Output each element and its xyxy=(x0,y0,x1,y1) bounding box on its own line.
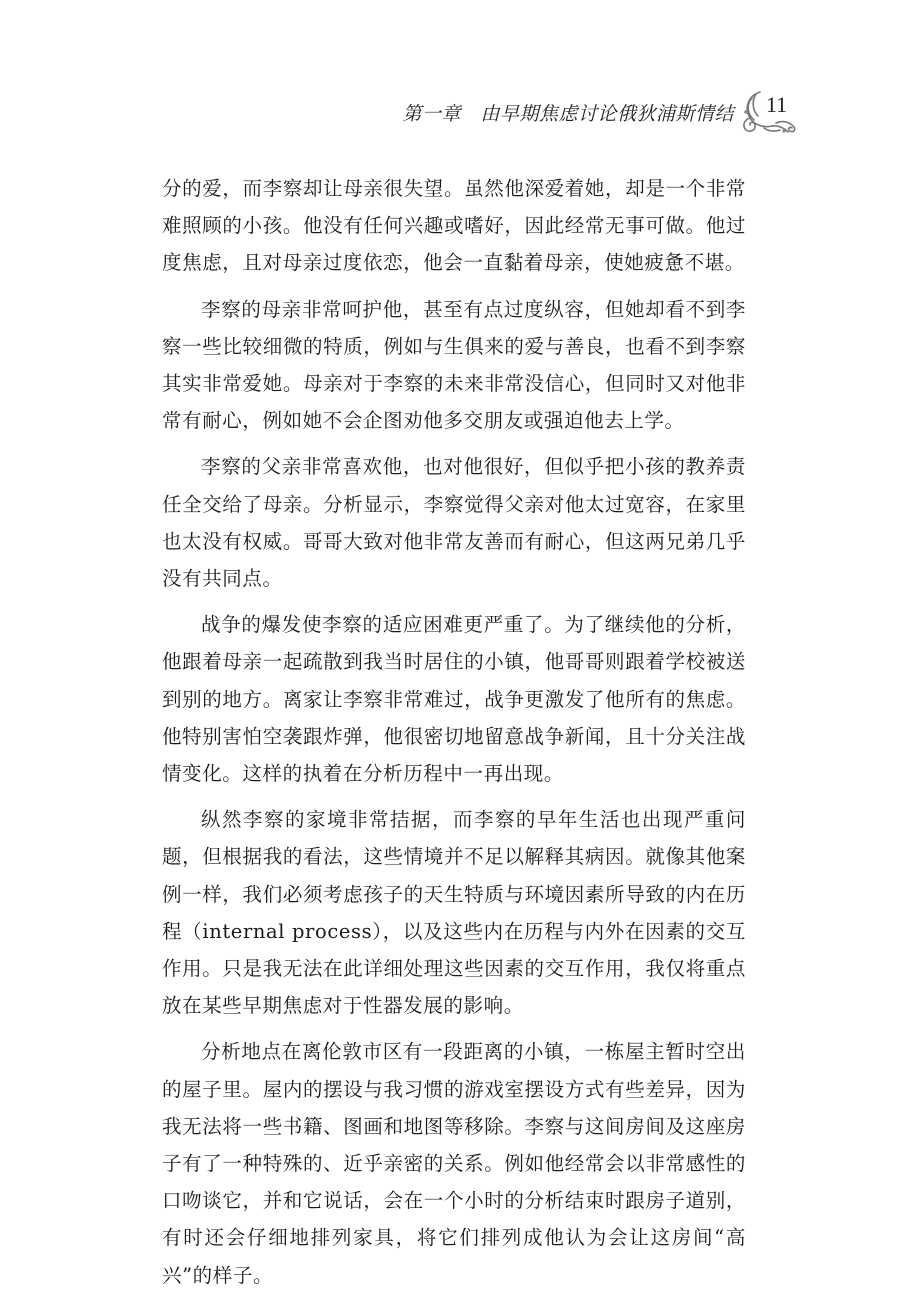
paragraph: 纵然李察的家境非常拮据，而李察的早年生活也出现严重问题，但根据我的看法，这些情境并不足以解释其病因。就像其他案例一样，我们必须考虑孩子的天生特质与环境因素所导致的内在历程（internal process），以及这些内在历程与内外在因素的交互作用。只是我无法在此详细处理这些因素的交互作用，我仅将重点放在某些早期焦虑对于性器发展的影响。 xyxy=(162,808,746,1018)
chapter-title: 第一章 由早期焦虑讨论俄狄浦斯情结 xyxy=(402,102,734,125)
paragraph: 战争的爆发使李察的适应困难更严重了。为了继续他的分析，他跟着母亲一起疏散到我当时居住的小镇，他哥哥则跟着学校被送到别的地方。离家让李察非常难过，战争更激发了他所有的焦虑。他特别害怕空袭跟炸弹，他很密切地留意战争新闻，且十分关注战情变化。这样的执着在分析历程中一再出现。 xyxy=(162,613,746,786)
page-number: 11 xyxy=(766,92,788,117)
paragraph: 李察的母亲非常呵护他，甚至有点过度纵容，但她却看不到李察一些比较细微的特质，例如与生俱来的爱与善良，也看不到李察其实非常爱她。母亲对于李察的未来非常没信心，但同时又对他非常有耐心，例如她不会企图劝他多交朋友或强迫他去上学。 xyxy=(162,297,746,433)
paragraph: 分析地点在离伦敦市区有一段距离的小镇，一栋屋主暂时空出的屋子里。屋内的摆设与我习惯的游戏室摆设方式有些差异，因为我无法将一些书籍、图画和地图等移除。李察与这间房间及这座房子有了一种特殊的、近乎亲密的关系。例如他经常会以非常感性的口吻谈它，并和它说话，会在一个小时的分析结束时跟房子道别，有时还会仔细地排列家具，将它们排列成他认为会让这房间“高兴”的样子。 xyxy=(162,1040,746,1287)
paragraph: 李察的父亲非常喜欢他，也对他很好，但似乎把小孩的教养责任全交给了母亲。分析显示，李察觉得父亲对他太过宽容，在家里也太没有权威。哥哥大致对他非常友善而有耐心，但这两兄弟几乎没有共同点。 xyxy=(162,455,746,591)
scroll-flourish-icon xyxy=(738,90,800,134)
body-text xyxy=(162,170,746,1294)
paragraph: 分的爱，而李察却让母亲很失望。虽然他深爱着她，却是一个非常难照顾的小孩。他没有任何兴趣或嗜好，因此经常无事可做。他过度焦虑，且对母亲过度依恋，他会一直黏着母亲，使她疲惫不堪。 xyxy=(162,177,746,275)
running-header xyxy=(402,92,800,132)
